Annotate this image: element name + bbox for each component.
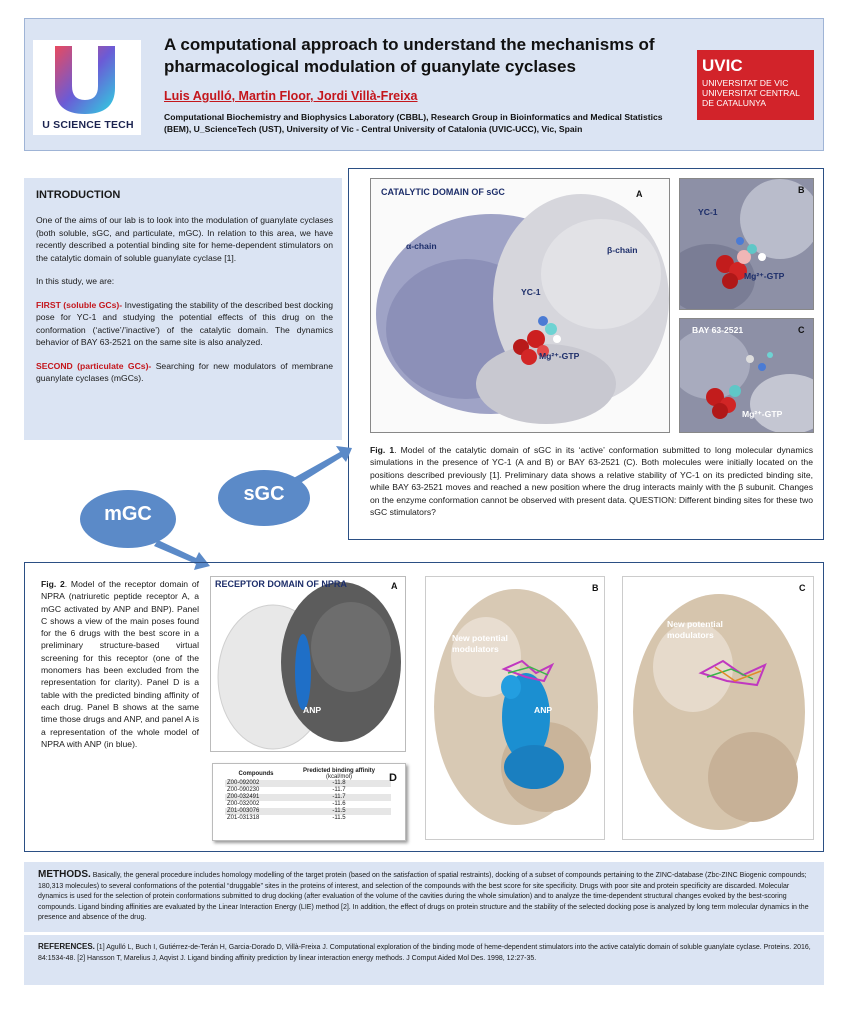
compound-cell: Z01-003076 — [225, 808, 287, 815]
binding-affinity-table — [225, 768, 391, 822]
uvic-line-3: DE CATALUNYA — [702, 97, 766, 108]
affinity-unit: (kcal/mol) — [325, 774, 352, 780]
figure-2-caption — [41, 578, 199, 750]
sgc-protein-surface — [371, 179, 670, 433]
yc1-label: YC-1 — [521, 287, 541, 297]
bay-label: BAY 63-2521 — [692, 325, 744, 335]
table-header-affinity — [287, 768, 391, 780]
affinity-cell: -11.5 — [332, 815, 346, 821]
fig2-panel-b-letter: B — [592, 583, 599, 593]
compound-cell: Z00-090230 — [227, 787, 260, 793]
fig2-panel-a — [210, 576, 406, 752]
compound-cell: Z00-092002 — [225, 780, 287, 787]
arrows-graphic — [0, 440, 360, 580]
intro-paragraph-2: In this study, we are: — [36, 276, 115, 286]
affinity-cell: -11.5 — [287, 808, 391, 815]
yc1-binding-site — [680, 179, 814, 310]
table-row — [225, 787, 391, 794]
u-logo-icon — [50, 44, 120, 116]
methods-heading: METHODS. — [38, 869, 91, 880]
references-text — [38, 942, 814, 964]
fig2-b-anp-label: ANP — [534, 705, 553, 715]
table-row — [225, 801, 391, 808]
uvic-logo: UVIC — [702, 56, 743, 75]
table-row — [225, 780, 391, 787]
first-aim-label: FIRST (soluble GCs)- — [36, 299, 123, 310]
second-aim-label: SECOND (particulate GCs)- — [36, 360, 152, 371]
table-row — [225, 794, 391, 801]
fig2-c-new-modulators-label: New potential modulators — [667, 619, 723, 640]
affinity-cell: -11.8 — [287, 780, 391, 787]
beta-chain-label: β-chain — [607, 245, 638, 255]
fig2-panel-d-letter: D — [389, 772, 397, 784]
affinity-cell: -11.6 — [332, 801, 346, 807]
introduction-body — [36, 214, 333, 396]
panel-b-yc1-label: YC-1 — [698, 207, 718, 217]
panel-c-mg-gtp-label: Mg²⁺-GTP — [742, 409, 783, 419]
table-header-compounds: Compounds — [238, 771, 274, 777]
fig2-caption-text: . Model of the receptor domain of NPRA (natriuretic peptide receptor A, a mGC activated by ANP and BNP). Panel C shows a view of the main poses found for the 6 drugs with the best score in a preliminary structure-based virtual screening for this receptor (one of the monomers has been excluded from the representation for clarity). Panel D is a table with the predicted binding affinity of each drug. Panel B shows at the same time those drugs and ANP, and panel A is a representation of the whole model of NPRA with ANP (in blue). — [41, 579, 199, 749]
references-heading: REFERENCES. — [38, 942, 95, 951]
intro-second-aim — [36, 360, 333, 385]
references-body: [1] Agulló L, Buch I, Gutiérrez-de-Terán H, Garcia-Dorado D, Villà-Freixa J. Computational exploration of the binding mode of heme-dependent stimulators into the active catalytic domain of soluble guanylate cyclase. Proteins. 2016, 84:1534-48. [2] Hansson T, Marelius J, Aqvist J. Ligand binding affinity prediction by linear interaction energy methods. J Comput Aided Mol Des. 1998, 12:27-35. — [38, 944, 811, 962]
mgc-label: mGC — [104, 503, 152, 525]
compound-cell: Z00-032002 — [227, 801, 260, 807]
intro-first-aim — [36, 299, 333, 349]
fig1-caption-text: . Model of the catalytic domain of sGC in its ‘active’ conformation submitted to long molecular dynamics simulations in the presence of YC-1 (A and B) or BAY 63-2521 (C). Both molecules were initially located on the positions described previously [1]. Preliminary data shows a relative stability of YC-1 on its predicted binding site, while BAY 63-2521 moves and reached a new position where the drug interacts mainly with the β subunit. Changes on the enzyme conformation cannot be observed with present data. QUESTION: Different binding sites for these two sGC stimulators? — [370, 445, 813, 518]
first-aim-text: Investigating the stability of the described best docking pose for YC-1 and studying the potential effects of this drug on the conformation (‘active’/’inactive’) of the catalytic domain. The dynamics behavior of BAY 63-2521 on the same site is also analyzed. — [36, 299, 333, 347]
fig2-panel-a-letter: A — [391, 581, 398, 591]
fig2-caption-label: Fig. 2 — [41, 579, 65, 589]
npra-drugs-and-anp — [426, 577, 605, 840]
sgc-label: sGC — [243, 483, 285, 505]
fig1-panel-a-letter: A — [636, 189, 643, 199]
panel-b-mg-gtp-label: Mg²⁺-GTP — [744, 271, 785, 281]
affinity-header-text: Predicted binding affinity — [302, 768, 375, 774]
fig2-panel-b — [425, 576, 605, 840]
fig1-caption-label: Fig. 1 — [370, 445, 395, 455]
uvic-university-name — [702, 79, 812, 108]
alpha-chain-label: α-chain — [406, 241, 437, 251]
npra-receptor-model — [211, 577, 406, 752]
fig1-panel-b — [679, 178, 814, 310]
second-aim-text: Searching for new modulators of membrane guanylate cyclases (mGCs). — [36, 360, 333, 383]
methods-body: Basically, the general procedure includes homology modelling of the target protein (based on the satisfaction of spatial restraints), docking of a subset of compounds pertaining to the ZINC-database (Zbc-ZINC Biogenic compounds; 180,313 molecules) to several conformations of the potential “druggable” sites in the proteins of interest, and selection of the compounds with the best score for site specificity. Drugs with poor site and protein specificity are discarded. Molecular dynamics is used for the selection of protein conformations submitted to drug docking (after evaluation of the volume of the cavities during the whole simulation) and to analyze the time-dependent structural changes evoked by the best-scoring compounds. Ligand binding affinities are evaluated by the Linear Interaction Energy (LIE) method [2]. In addition, the effect of drugs on protein structure and the stability of the selected docking pose is analyzed by long term molecular dynamics in the presence and absence of the drug. — [38, 872, 809, 922]
mg-gtp-label: Mg²⁺-GTP — [539, 351, 580, 361]
fig1-panel-b-letter: B — [798, 185, 805, 195]
fig1-panel-c-letter: C — [798, 325, 805, 335]
introduction-heading: INTRODUCTION — [36, 189, 121, 201]
fig1-panel-a — [370, 178, 670, 433]
fig1-panel-c — [679, 318, 814, 433]
compound-cell: Z01-031318 — [227, 815, 260, 821]
methods-text — [38, 870, 814, 924]
fig1-panel-a-title: CATALYTIC DOMAIN OF sGC — [381, 187, 505, 197]
affinity-cell: -11.7 — [332, 787, 346, 793]
affiliation: Computational Biochemistry and Biophysics Laboratory (CBBL), Research Group in Bioinformatics and Medical Statistics (BEM), U_ScienceTech (UST), University of Vic - Central University of Catalonia (UVIC-UCC), Vic, Spain — [164, 112, 663, 134]
figure-1-caption — [370, 444, 813, 518]
uvic-line-2: UNIVERSITAT CENTRAL — [702, 87, 800, 98]
authors: Luis Agulló, Martin Floor, Jordi Villà-Freixa — [164, 89, 418, 103]
uvic-line-1: UNIVERSITAT DE VIC — [702, 78, 789, 88]
fig2-panel-a-title: RECEPTOR DOMAIN OF NPRA — [215, 579, 347, 589]
poster-title: A computational approach to understand the mechanisms of pharmacological modulation of guanylate cyclases — [164, 35, 655, 76]
npra-drug-poses — [623, 577, 814, 840]
affinity-cell: -11.7 — [287, 794, 391, 801]
fig2-panel-d-table — [212, 763, 406, 841]
fig2-anp-label: ANP — [303, 705, 322, 715]
table-row — [225, 808, 391, 815]
fig2-b-new-modulators-label: New potential modulators — [452, 633, 508, 654]
fig2-panel-c-letter: C — [799, 583, 806, 593]
table-row — [225, 815, 391, 822]
intro-paragraph-1: One of the aims of our lab is to look into the modulation of guanylate cyclases (both soluble, sGC, and particulate, mGC). In relation to this area, we have recently described a potential binding site for heme-dependent stimulators on the catalytic domain of soluble guanylate cyclase [1]. — [36, 215, 333, 263]
logo-text: U SCIENCE TECH — [42, 119, 134, 131]
compound-cell: Z00-032491 — [225, 794, 287, 801]
fig2-panel-c — [622, 576, 814, 840]
